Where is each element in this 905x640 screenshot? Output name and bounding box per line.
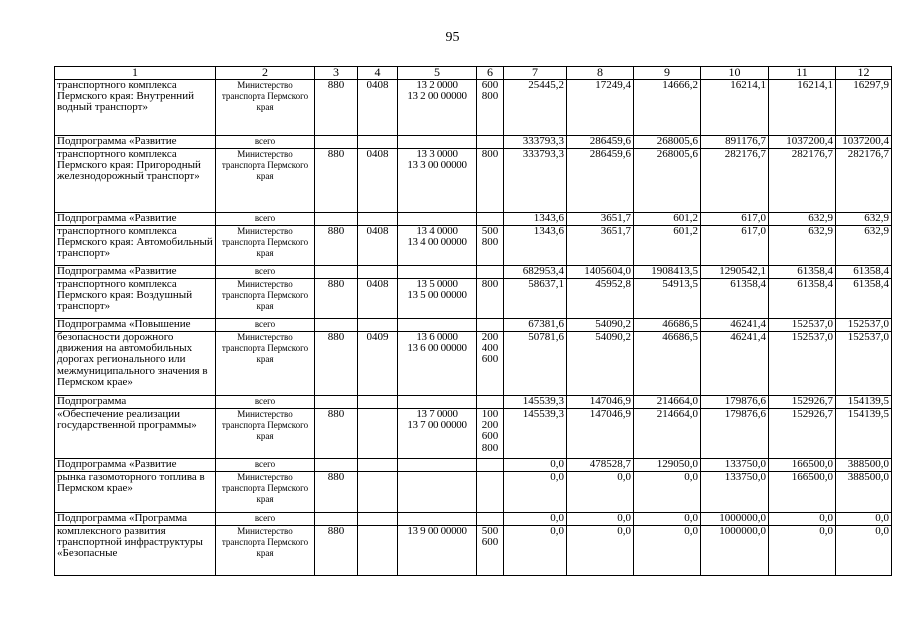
amount-cell: 54090,2 [567, 319, 634, 332]
column-header: 12 [836, 67, 892, 80]
expense-type-code: 500 600 [477, 526, 504, 576]
subprogram-name: «Обеспечение реализации государственной программы» [55, 409, 216, 459]
amount-cell: 601,2 [634, 213, 701, 226]
subprogram-name: безопасности дорожного движения на автомобильных дорогах регионального или межмуниципального значения в Пермском крае» [55, 332, 216, 396]
amount-cell: 1000000,0 [701, 526, 769, 576]
target-article-code: 13 6 0000 13 6 00 00000 [398, 332, 477, 396]
amount-cell: 147046,9 [567, 396, 634, 409]
amount-cell: 0,0 [769, 513, 836, 526]
amount-cell: 54913,5 [634, 279, 701, 319]
total-label: всего [216, 319, 315, 332]
amount-cell: 61358,4 [769, 266, 836, 279]
amount-cell: 617,0 [701, 226, 769, 266]
section-code [358, 459, 398, 472]
amount-cell: 478528,7 [567, 459, 634, 472]
amount-cell: 129050,0 [634, 459, 701, 472]
amount-cell: 1343,6 [504, 226, 567, 266]
ministry-name: Министерство транспорта Пермского края [216, 409, 315, 459]
amount-cell: 133750,0 [701, 459, 769, 472]
amount-cell: 45952,8 [567, 279, 634, 319]
total-label: всего [216, 213, 315, 226]
amount-cell: 1000000,0 [701, 513, 769, 526]
column-header: 6 [477, 67, 504, 80]
amount-cell: 14666,2 [634, 80, 701, 136]
expense-type-code: 600 800 [477, 80, 504, 136]
amount-cell: 333793,3 [504, 149, 567, 213]
amount-cell: 282176,7 [769, 149, 836, 213]
amount-cell: 0,0 [504, 459, 567, 472]
total-label: всего [216, 266, 315, 279]
amount-cell: 1908413,5 [634, 266, 701, 279]
section-code: 0409 [358, 332, 398, 396]
admin-code: 880 [315, 80, 358, 136]
admin-code: 880 [315, 409, 358, 459]
amount-cell: 0,0 [567, 472, 634, 513]
subprogram-detail-row [55, 472, 892, 513]
amount-cell: 617,0 [701, 213, 769, 226]
column-number-row [55, 67, 892, 80]
target-article-code [398, 213, 477, 226]
subprogram-total-row [55, 513, 892, 526]
amount-cell: 16297,9 [836, 80, 892, 136]
subprogram-total-row [55, 319, 892, 332]
total-label: всего [216, 513, 315, 526]
amount-cell: 152537,0 [769, 319, 836, 332]
subprogram-name: транспортного комплекса Пермского края: Воздушный транспорт» [55, 279, 216, 319]
section-code: 0408 [358, 149, 398, 213]
target-article-code: 13 4 0000 13 4 00 00000 [398, 226, 477, 266]
ministry-name: Министерство транспорта Пермского края [216, 80, 315, 136]
amount-cell: 50781,6 [504, 332, 567, 396]
admin-code [315, 319, 358, 332]
amount-cell: 1037200,4 [769, 136, 836, 149]
column-header: 1 [55, 67, 216, 80]
amount-cell: 268005,6 [634, 149, 701, 213]
section-code: 0408 [358, 80, 398, 136]
expense-type-code [477, 136, 504, 149]
amount-cell: 632,9 [836, 226, 892, 266]
target-article-code: 13 5 0000 13 5 00 00000 [398, 279, 477, 319]
amount-cell: 632,9 [769, 226, 836, 266]
amount-cell: 0,0 [836, 526, 892, 576]
target-article-code [398, 513, 477, 526]
amount-cell: 1343,6 [504, 213, 567, 226]
section-code [358, 409, 398, 459]
amount-cell: 282176,7 [701, 149, 769, 213]
column-header: 5 [398, 67, 477, 80]
ministry-name: Министерство транспорта Пермского края [216, 149, 315, 213]
amount-cell: 0,0 [634, 526, 701, 576]
amount-cell: 214664,0 [634, 409, 701, 459]
ministry-name: Министерство транспорта Пермского края [216, 526, 315, 576]
admin-code [315, 136, 358, 149]
admin-code: 880 [315, 526, 358, 576]
subprogram-total-row [55, 136, 892, 149]
amount-cell: 154139,5 [836, 396, 892, 409]
amount-cell: 0,0 [567, 526, 634, 576]
amount-cell: 3651,7 [567, 213, 634, 226]
amount-cell: 1290542,1 [701, 266, 769, 279]
amount-cell: 152926,7 [769, 409, 836, 459]
amount-cell: 1037200,4 [836, 136, 892, 149]
subprogram-name: Подпрограмма «Развитие [55, 266, 216, 279]
expense-type-code: 500 800 [477, 226, 504, 266]
amount-cell: 286459,6 [567, 136, 634, 149]
admin-code [315, 266, 358, 279]
amount-cell: 682953,4 [504, 266, 567, 279]
amount-cell: 0,0 [634, 513, 701, 526]
amount-cell: 58637,1 [504, 279, 567, 319]
expense-type-code [477, 396, 504, 409]
page-number: 95 [445, 30, 460, 45]
expense-type-code: 100 200 600 800 [477, 409, 504, 459]
admin-code [315, 459, 358, 472]
subprogram-name: транспортного комплекса Пермского края: Пригородный железнодорожный транспорт» [55, 149, 216, 213]
budget-table [54, 66, 892, 576]
subprogram-name: Подпрограмма «Развитие [55, 136, 216, 149]
subprogram-total-row [55, 213, 892, 226]
section-code: 0408 [358, 279, 398, 319]
section-code [358, 266, 398, 279]
amount-cell: 61358,4 [836, 266, 892, 279]
target-article-code: 13 3 0000 13 3 00 00000 [398, 149, 477, 213]
amount-cell: 632,9 [769, 213, 836, 226]
subprogram-name: рынка газомоторного топлива в Пермском крае» [55, 472, 216, 513]
subprogram-detail-row [55, 409, 892, 459]
amount-cell: 0,0 [504, 513, 567, 526]
subprogram-total-row [55, 396, 892, 409]
amount-cell: 61358,4 [836, 279, 892, 319]
target-article-code [398, 472, 477, 513]
expense-type-code [477, 459, 504, 472]
expense-type-code: 800 [477, 149, 504, 213]
admin-code: 880 [315, 332, 358, 396]
admin-code [315, 396, 358, 409]
amount-cell: 891176,7 [701, 136, 769, 149]
amount-cell: 166500,0 [769, 472, 836, 513]
amount-cell: 16214,1 [769, 80, 836, 136]
expense-type-code: 200 400 600 [477, 332, 504, 396]
amount-cell: 0,0 [769, 526, 836, 576]
section-code [358, 136, 398, 149]
amount-cell: 46241,4 [701, 332, 769, 396]
amount-cell: 152537,0 [836, 332, 892, 396]
target-article-code [398, 319, 477, 332]
column-header: 8 [567, 67, 634, 80]
amount-cell: 388500,0 [836, 459, 892, 472]
amount-cell: 388500,0 [836, 472, 892, 513]
column-header: 10 [701, 67, 769, 80]
target-article-code: 13 2 0000 13 2 00 00000 [398, 80, 477, 136]
target-article-code: 13 9 00 00000 [398, 526, 477, 576]
ministry-name: Министерство транспорта Пермского края [216, 472, 315, 513]
section-code [358, 396, 398, 409]
subprogram-detail-row [55, 526, 892, 576]
amount-cell: 145539,3 [504, 396, 567, 409]
subprogram-detail-row [55, 149, 892, 213]
section-code [358, 513, 398, 526]
amount-cell: 179876,6 [701, 396, 769, 409]
subprogram-total-row [55, 266, 892, 279]
amount-cell: 145539,3 [504, 409, 567, 459]
amount-cell: 152926,7 [769, 396, 836, 409]
admin-code: 880 [315, 149, 358, 213]
target-article-code: 13 7 0000 13 7 00 00000 [398, 409, 477, 459]
amount-cell: 25445,2 [504, 80, 567, 136]
subprogram-name: Подпрограмма «Повышение [55, 319, 216, 332]
subprogram-total-row [55, 459, 892, 472]
ministry-name: Министерство транспорта Пермского края [216, 332, 315, 396]
amount-cell: 3651,7 [567, 226, 634, 266]
target-article-code [398, 136, 477, 149]
amount-cell: 0,0 [634, 472, 701, 513]
section-code [358, 526, 398, 576]
expense-type-code [477, 266, 504, 279]
amount-cell: 67381,6 [504, 319, 567, 332]
amount-cell: 61358,4 [769, 279, 836, 319]
amount-cell: 166500,0 [769, 459, 836, 472]
amount-cell: 46686,5 [634, 319, 701, 332]
amount-cell: 179876,6 [701, 409, 769, 459]
section-code: 0408 [358, 226, 398, 266]
expense-type-code [477, 213, 504, 226]
amount-cell: 61358,4 [701, 279, 769, 319]
admin-code: 880 [315, 226, 358, 266]
total-label: всего [216, 459, 315, 472]
amount-cell: 147046,9 [567, 409, 634, 459]
amount-cell: 282176,7 [836, 149, 892, 213]
amount-cell: 214664,0 [634, 396, 701, 409]
total-label: всего [216, 396, 315, 409]
amount-cell: 0,0 [567, 513, 634, 526]
amount-cell: 17249,4 [567, 80, 634, 136]
amount-cell: 154139,5 [836, 409, 892, 459]
amount-cell: 54090,2 [567, 332, 634, 396]
subprogram-name: транспортного комплекса Пермского края: Внутренний водный транспорт» [55, 80, 216, 136]
admin-code: 880 [315, 472, 358, 513]
amount-cell: 0,0 [504, 472, 567, 513]
amount-cell: 1405604,0 [567, 266, 634, 279]
target-article-code [398, 396, 477, 409]
expense-type-code [477, 513, 504, 526]
ministry-name: Министерство транспорта Пермского края [216, 279, 315, 319]
section-code [358, 213, 398, 226]
subprogram-name: комплексного развития транспортной инфраструктуры «Безопасные [55, 526, 216, 576]
subprogram-name: Подпрограмма «Развитие [55, 459, 216, 472]
amount-cell: 133750,0 [701, 472, 769, 513]
amount-cell: 152537,0 [836, 319, 892, 332]
subprogram-name: Подпрограмма «Развитие [55, 213, 216, 226]
column-header: 11 [769, 67, 836, 80]
column-header: 3 [315, 67, 358, 80]
expense-type-code: 800 [477, 279, 504, 319]
subprogram-detail-row [55, 80, 892, 136]
amount-cell: 46686,5 [634, 332, 701, 396]
subprogram-name: транспортного комплекса Пермского края: Автомобильный транспорт» [55, 226, 216, 266]
admin-code [315, 513, 358, 526]
expense-type-code [477, 472, 504, 513]
amount-cell: 333793,3 [504, 136, 567, 149]
column-header: 2 [216, 67, 315, 80]
amount-cell: 286459,6 [567, 149, 634, 213]
amount-cell: 632,9 [836, 213, 892, 226]
section-code [358, 319, 398, 332]
amount-cell: 268005,6 [634, 136, 701, 149]
admin-code: 880 [315, 279, 358, 319]
expense-type-code [477, 319, 504, 332]
subprogram-name: Подпрограмма «Программа [55, 513, 216, 526]
amount-cell: 0,0 [836, 513, 892, 526]
total-label: всего [216, 136, 315, 149]
ministry-name: Министерство транспорта Пермского края [216, 226, 315, 266]
section-code [358, 472, 398, 513]
column-header: 4 [358, 67, 398, 80]
subprogram-detail-row [55, 332, 892, 396]
amount-cell: 46241,4 [701, 319, 769, 332]
subprogram-detail-row [55, 279, 892, 319]
amount-cell: 16214,1 [701, 80, 769, 136]
admin-code [315, 213, 358, 226]
target-article-code [398, 459, 477, 472]
column-header: 9 [634, 67, 701, 80]
column-header: 7 [504, 67, 567, 80]
amount-cell: 0,0 [504, 526, 567, 576]
subprogram-detail-row [55, 226, 892, 266]
subprogram-name: Подпрограмма [55, 396, 216, 409]
amount-cell: 152537,0 [769, 332, 836, 396]
target-article-code [398, 266, 477, 279]
amount-cell: 601,2 [634, 226, 701, 266]
